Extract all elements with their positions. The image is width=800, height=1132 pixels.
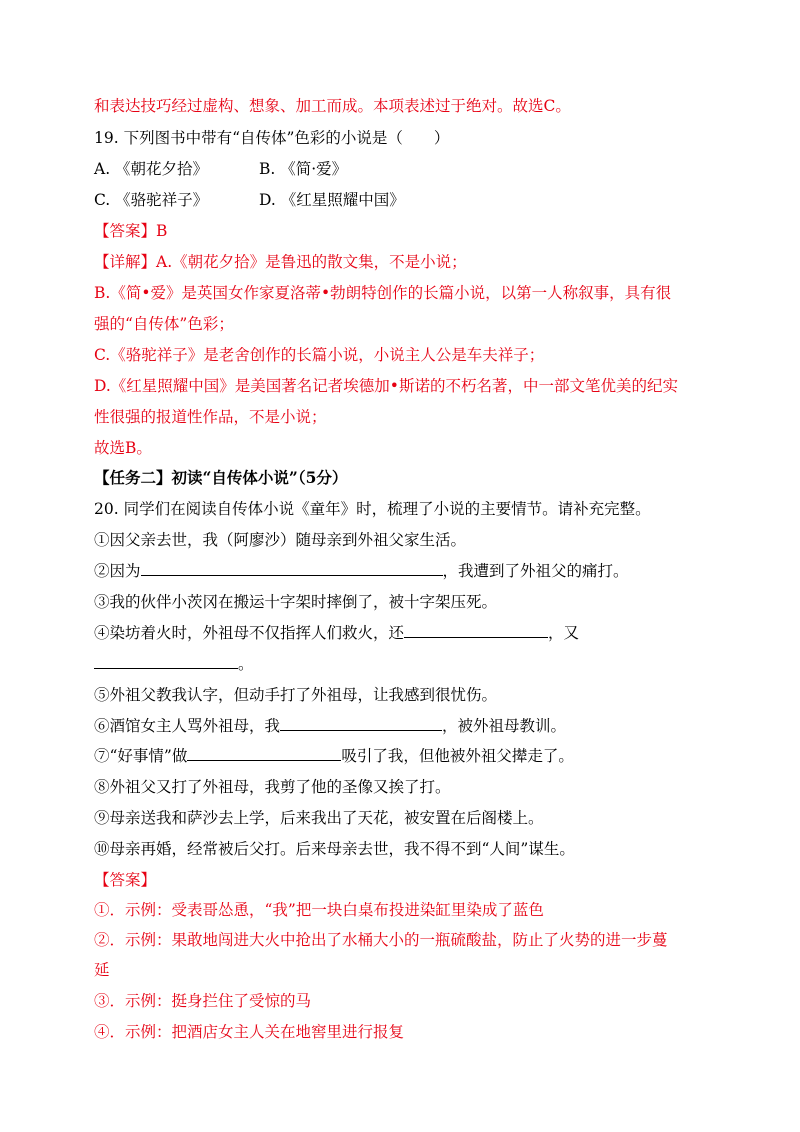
answer-3: ③．示例：挺身拦住了受惊的马 [94, 992, 312, 1010]
question-19-detail-d-line-2: 性很强的报道性作品，不是小说； [94, 408, 327, 426]
question-19-options-row-2 [94, 189, 405, 211]
question-19-detail-a [94, 251, 467, 273]
question-20-answer-label: 【答案】 [94, 871, 157, 889]
detail-a-text: A.《朝花夕拾》是鲁迅的散文集，不是小说； [156, 253, 467, 271]
plot-item-2-suffix: ，我遭到了外祖父的痛打。 [442, 562, 629, 580]
answer-value: B [156, 222, 168, 240]
plot-item-2 [94, 560, 629, 582]
plot-item-6 [94, 715, 566, 737]
fill-blank-3[interactable] [187, 745, 341, 761]
detail-label: 【详解】 [94, 253, 157, 271]
plot-item-1: ①因父亲去世，我（阿廖沙）随母亲到外祖父家生活。 [94, 531, 467, 549]
plot-item-4-line-1 [94, 622, 579, 644]
plot-item-9: ⑨母亲送我和萨沙去上学，后来我出了天花，被安置在后阁楼上。 [94, 809, 544, 827]
answer-1: ①．示例：受表哥怂恿，“我”把一块白桌布投进染缸里染成了蓝色 [94, 901, 544, 919]
plot-item-3: ③我的伙伴小茨冈在搬运十字架时摔倒了，被十字架压死。 [94, 593, 498, 611]
question-19-answer [94, 220, 167, 242]
plot-item-6-prefix: ⑥酒馆女主人骂外祖母，我 [94, 717, 281, 735]
answer-4: ④．示例：把酒店女主人关在地窖里进行报复 [94, 1023, 405, 1041]
question-20-stem: 20. 同学们在阅读自传体小说《童年》时，梳理了小说的主要情节。请补充完整。 [94, 500, 651, 518]
plot-item-4-prefix: ④染坊着火时，外祖母不仅指挥人们救火，还 [94, 624, 405, 642]
option-d: D. 《红星照耀中国》 [259, 191, 405, 209]
fill-blank-2b[interactable] [94, 653, 238, 669]
question-19-detail-d-line-1: D.《红星照耀中国》是美国著名记者埃德加•斯诺的不朽名著，中一部文笔优美的纪实 [94, 377, 678, 395]
question-19-options-row-1 [94, 158, 347, 180]
answer-2-line-2: 延 [94, 961, 110, 979]
question-19-detail-b-line-1: B.《简•爱》是英国女作家夏洛蒂•勃朗特创作的长篇小说，以第一人称叙事，具有很 [94, 284, 672, 302]
plot-item-7-prefix: ⑦“好事情”做 [94, 747, 188, 765]
plot-item-7-suffix: 吸引了我，但他被外祖父撵走了。 [341, 747, 574, 765]
plot-item-4-middle: ，又 [548, 624, 580, 642]
question-19-detail-b-line-2: 强的“自传体”色彩； [94, 315, 234, 333]
plot-item-7 [94, 745, 574, 767]
plot-item-10: ⑩母亲再婚，经常被后父打。后来母亲去世，我不得不到“人间”谋生。 [94, 840, 575, 858]
plot-item-6-suffix: ，被外祖母教训。 [442, 717, 567, 735]
question-19-conclusion: 故选B。 [94, 439, 152, 457]
previous-analysis-tail: 和表达技巧经过虚构、想象、加工而成。本项表述过于绝对。故选C。 [94, 97, 571, 115]
question-19-detail-c: C.《骆驼祥子》是老舍创作的长篇小说，小说主人公是车夫祥子； [94, 346, 545, 364]
option-a: A. 《朝花夕拾》 [94, 160, 209, 178]
question-19-stem: 19. 下列图书中带有“自传体”色彩的小说是（ ） [94, 129, 450, 147]
option-b: B. 《简·爱》 [259, 160, 348, 178]
fill-blank-1[interactable] [141, 560, 443, 576]
option-c: C. 《骆驼祥子》 [94, 191, 209, 209]
fill-blank-4[interactable] [280, 715, 442, 731]
plot-item-2-prefix: ②因为 [94, 562, 141, 580]
answer-label: 【答案】 [94, 222, 157, 240]
fill-blank-2a[interactable] [404, 622, 548, 638]
plot-item-4-suffix: 。 [238, 655, 254, 673]
answer-2-line-1: ②．示例：果敢地闯进大火中抢出了水桶大小的一瓶硫酸盐，防止了火势的进一步蔓 [94, 931, 668, 949]
plot-item-5: ⑤外祖父教我认字，但动手打了外祖母，让我感到很忧伤。 [94, 686, 498, 704]
task-2-heading: 【任务二】初读“自传体小说”（5分） [94, 468, 348, 487]
plot-item-4-line-2 [94, 653, 254, 675]
plot-item-8: ⑧外祖父又打了外祖母，我剪了他的圣像又挨了打。 [94, 778, 451, 796]
